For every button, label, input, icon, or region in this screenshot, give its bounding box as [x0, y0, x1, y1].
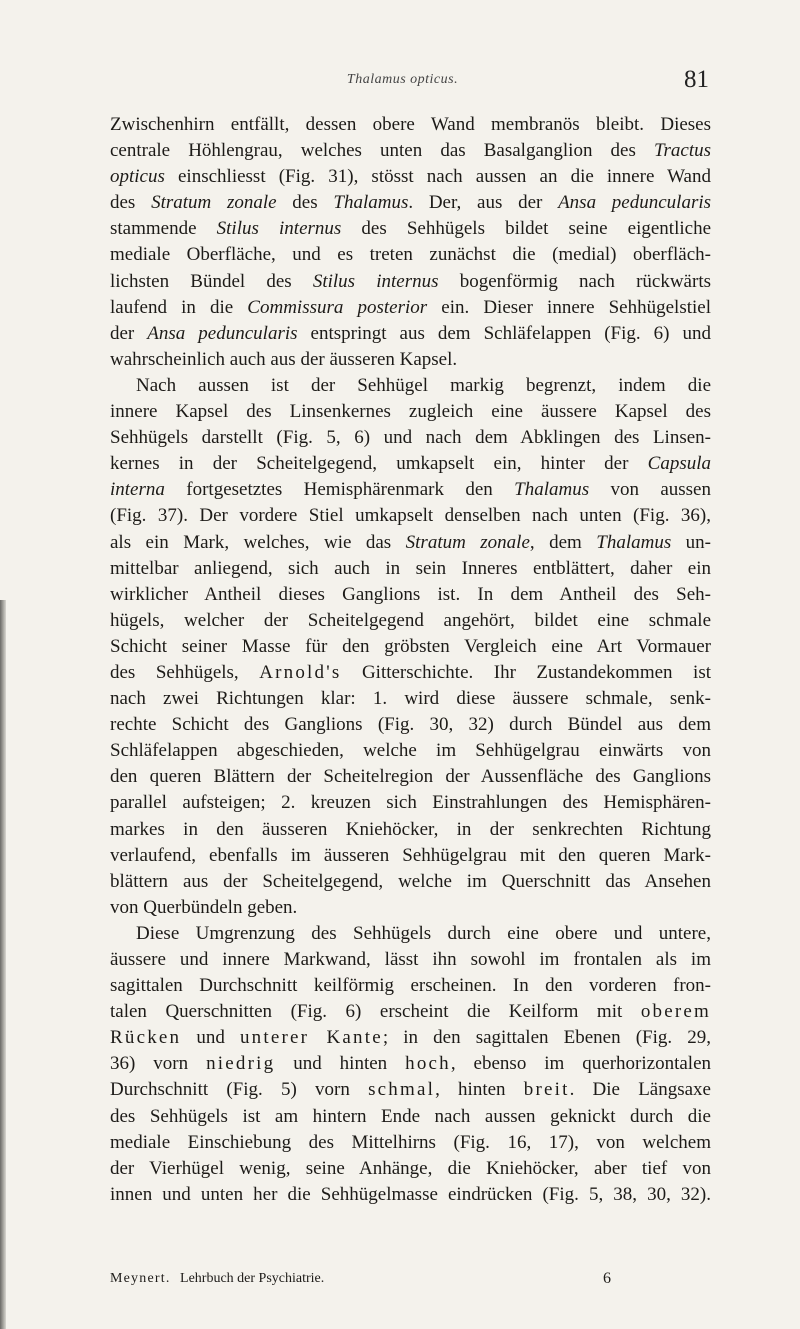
- text-line: der Vierhügel wenig, seine Anhänge, die Kniehöcker, aber tief von: [110, 1157, 711, 1179]
- text-line: Diese Umgrenzung des Sehhügels durch eine obere und untere,: [136, 922, 711, 944]
- text-line: äussere und innere Markwand, lässt ihn sowohl im frontalen als im: [110, 949, 711, 970]
- text-line: lichsten Bündel des Stilus internus bogenförmig nach rückwärts: [110, 270, 711, 292]
- text-line: verlaufend, ebenfalls im äusseren Sehhügelgrau mit den queren Mark-: [110, 844, 711, 866]
- text-line: Schicht seiner Masse für den gröbsten Vergleich eine Art Vormauer: [110, 635, 711, 657]
- text-line: wahrscheinlich auch aus der äusseren Kapsel.: [110, 348, 458, 370]
- text-line: des Sehhügels ist am hintern Ende nach aussen geknickt durch die: [110, 1105, 711, 1127]
- text-line: rechte Schicht des Ganglions (Fig. 30, 32) durch Bündel aus dem: [110, 714, 711, 736]
- page-number: 81: [684, 66, 709, 93]
- footer-book-title: Lehrbuch der Psychiatrie.: [180, 1271, 325, 1286]
- text-line: Rücken und unterer Kante; in den sagittalen Ebenen (Fig. 29,: [110, 1027, 712, 1049]
- text-line: Nach aussen ist der Sehhügel markig begrenzt, indem die: [136, 374, 711, 396]
- sheet-number: 6: [603, 1270, 611, 1287]
- text-line: des Sehhügels, Arnold's Gitterschichte. Ihr Zustandekommen ist: [110, 661, 711, 683]
- text-line: des Stratum zonale des Thalamus. Der, aus der Ansa peduncularis: [110, 192, 712, 214]
- text-line: Sehhügels darstellt (Fig. 5, 6) und nach dem Abklingen des Linsen-: [110, 427, 711, 449]
- text-line: wirklicher Antheil dieses Ganglions ist. In dem Antheil des Seh-: [110, 583, 711, 605]
- text-line: 36) vorn niedrig und hinten hoch, ebenso im querhorizontalen: [110, 1053, 711, 1075]
- text-line: mittelbar anliegend, sich auch in sein Inneres entblättert, daher ein: [110, 557, 711, 579]
- body-text: [110, 112, 711, 1208]
- running-head: [110, 64, 709, 104]
- text-line: stammende Stilus internus des Sehhügels bildet seine eigentliche: [110, 218, 712, 240]
- text-line: Schläfelappen abgeschieden, welche im Sehhügelgrau einwärts von: [110, 740, 711, 762]
- text-line: (Fig. 37). Der vordere Stiel umkapselt denselben nach unten (Fig. 36),: [110, 505, 711, 527]
- text-line: Durchschnitt (Fig. 5) vorn schmal, hinten breit. Die Längsaxe: [110, 1079, 711, 1101]
- text-line: von Querbündeln geben.: [110, 896, 298, 918]
- text-line: innere Kapsel des Linsenkernes zugleich eine äussere Kapsel des: [110, 401, 711, 423]
- text-line: opticus einschliesst (Fig. 31), stösst nach aussen an die innere Wand: [110, 166, 711, 188]
- text-line: als ein Mark, welches, wie das Stratum zonale, dem Thalamus un-: [110, 531, 711, 553]
- page-footer: [110, 1271, 711, 1287]
- text-line: markes in den äusseren Kniehöcker, in der senkrechten Richtung: [110, 818, 711, 840]
- text-line: mediale Einschiebung des Mittelhirns (Fig. 16, 17), von welchem: [110, 1131, 711, 1153]
- text-line: der Ansa peduncularis entspringt aus dem Schläfelappen (Fig. 6) und: [110, 322, 711, 344]
- text-line: den queren Blättern der Scheitelregion der Aussenfläche des Ganglions: [110, 766, 711, 788]
- text-line: centrale Höhlengrau, welches unten das Basalganglion des Tractus: [110, 140, 711, 162]
- text-line: mediale Oberfläche, und es treten zunächst die (medial) oberfläch-: [110, 244, 711, 266]
- text-line: blättern aus der Scheitelgegend, welche im Querschnitt das Ansehen: [110, 870, 711, 892]
- footer-author: Meynert.: [110, 1271, 171, 1286]
- text-line: laufend in die Commissura posterior ein. Dieser innere Sehhügelstiel: [110, 296, 711, 318]
- text-line: kernes in der Scheitelgegend, umkapselt ein, hinter der Capsula: [110, 453, 711, 475]
- text-line: hügels, welcher der Scheitelgegend angehört, bildet eine schmale: [110, 609, 711, 631]
- binding-shadow: [0, 600, 6, 1329]
- text-line: nach zwei Richtungen klar: 1. wird diese äussere schmale, senk-: [110, 688, 711, 710]
- text-line: interna fortgesetztes Hemisphärenmark den Thalamus von aussen: [110, 479, 711, 501]
- text-line: parallel aufsteigen; 2. kreuzen sich Einstrahlungen des Hemisphären-: [110, 792, 711, 814]
- text-line: talen Querschnitten (Fig. 6) erscheint die Keilform mit oberem: [110, 1001, 711, 1023]
- running-title: Thalamus opticus.: [346, 72, 459, 87]
- text-line: sagittalen Durchschnitt keilförmig erscheinen. In den vorderen fron-: [110, 975, 711, 997]
- text-line: innen und unten her die Sehhügelmasse eindrücken (Fig. 5, 38, 30, 32).: [110, 1183, 711, 1205]
- text-line: Zwischenhirn entfällt, dessen obere Wand membranös bleibt. Dieses: [110, 114, 711, 135]
